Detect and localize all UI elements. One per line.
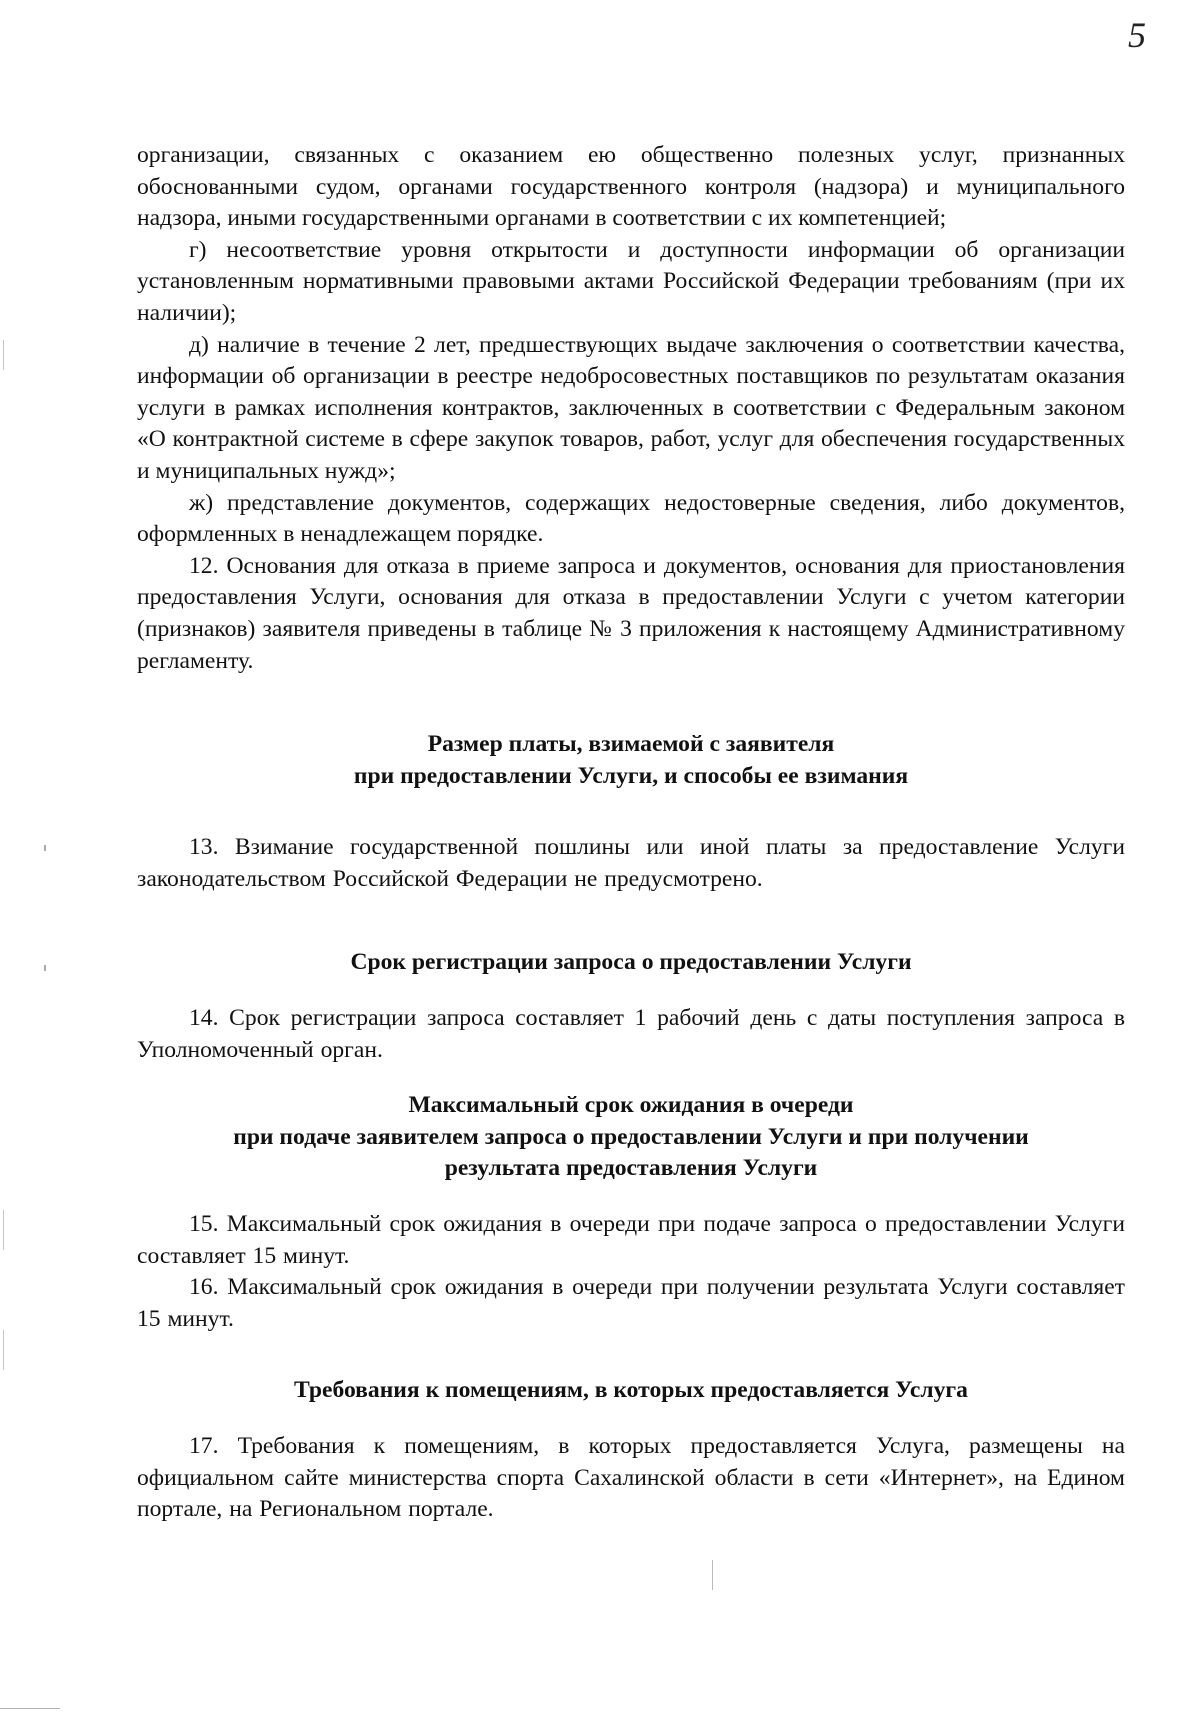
heading-line: Требования к помещениям, в которых предоставляется Услуга — [294, 1377, 968, 1404]
scan-artifact — [3, 1330, 4, 1370]
scan-artifact — [0, 1708, 60, 1709]
heading-line: результата предоставления Услуги — [444, 1155, 818, 1182]
heading-line: Размер платы, взимаемой с заявителя — [427, 731, 835, 758]
paragraph-item-zh: ж) представление документов, содержащих недостоверные сведения, либо документов, оформленных в ненадлежащем порядке. — [137, 489, 1125, 548]
document-body — [137, 140, 1125, 1526]
section-heading-registration — [137, 947, 1125, 979]
paragraph-17: 17. Требования к помещениям, в которых предоставляется Услуга, размещены на официальном сайте министерства спорта Сахалинской области в сети «Интернет», на Едином портале, на Региональном портале. — [137, 1433, 1125, 1523]
heading-line: Максимальный срок ожидания в очереди — [408, 1092, 854, 1119]
heading-line: при подаче заявителем запроса о предоставлении Услуги и при получении — [233, 1123, 1029, 1150]
section-heading-fee — [137, 729, 1125, 792]
paragraph-13: 13. Взимание государственной пошлины или иной платы за предоставление Услуги законодательством Российской Федерации не предусмотрено. — [137, 834, 1125, 892]
heading-line: Срок регистрации запроса о предоставлении Услуги — [350, 949, 912, 976]
paragraph-item-d: д) наличие в течение 2 лет, предшествующих выдаче заключения о соответствии качества, информации об организации в реестре недобросовестных поставщиков по результатам оказания услуги в рамках исполнения контрактов, заключенных в соответствии с Федеральным законом «О контрактной системе в сфере закупок товаров, работ, услуг для обеспечения государственных и муниципальных нужд»; — [137, 331, 1125, 484]
paragraph-12: 12. Основания для отказа в приеме запроса и документов, основания для приостановления предоставления Услуги, основания для отказа в предоставлении Услуги с учетом категории (признаков) заявителя приведены в таблице № 3 приложения к настоящему Административному регламенту. — [137, 552, 1125, 674]
scan-artifact — [3, 1210, 4, 1250]
page-number: 5 — [1128, 15, 1146, 55]
scan-artifact — [44, 965, 46, 971]
section-heading-premises — [137, 1375, 1125, 1407]
paragraph-14: 14. Срок регистрации запроса составляет 1 рабочий день с даты поступления запроса в Уполномоченный орган. — [137, 1005, 1125, 1063]
heading-line: при предоставлении Услуги, и способы ее взимания — [353, 762, 909, 789]
section-heading-queue — [137, 1090, 1125, 1185]
paragraph-15: 15. Максимальный срок ожидания в очереди при подаче запроса о предоставлении Услуги составляет 15 минут. — [137, 1211, 1125, 1269]
paragraph: организации, связанных с оказанием ею общественно полезных услуг, признанных обоснованными судом, органами государственного контроля (надзора) и муниципального надзора, иными государственными органами в соответствии с их компетенцией; — [137, 142, 1125, 232]
paragraph-16: 16. Максимальный срок ожидания в очереди при получении результата Услуги составляет 15 минут. — [137, 1274, 1125, 1332]
scan-artifact — [44, 845, 46, 851]
paragraph-item-g: г) несоответствие уровня открытости и доступности информации об организации установленным нормативными правовыми актами Российской Федерации требованиям (при их наличии); — [137, 236, 1125, 326]
scan-artifact — [712, 1560, 713, 1590]
scan-artifact — [3, 340, 4, 370]
